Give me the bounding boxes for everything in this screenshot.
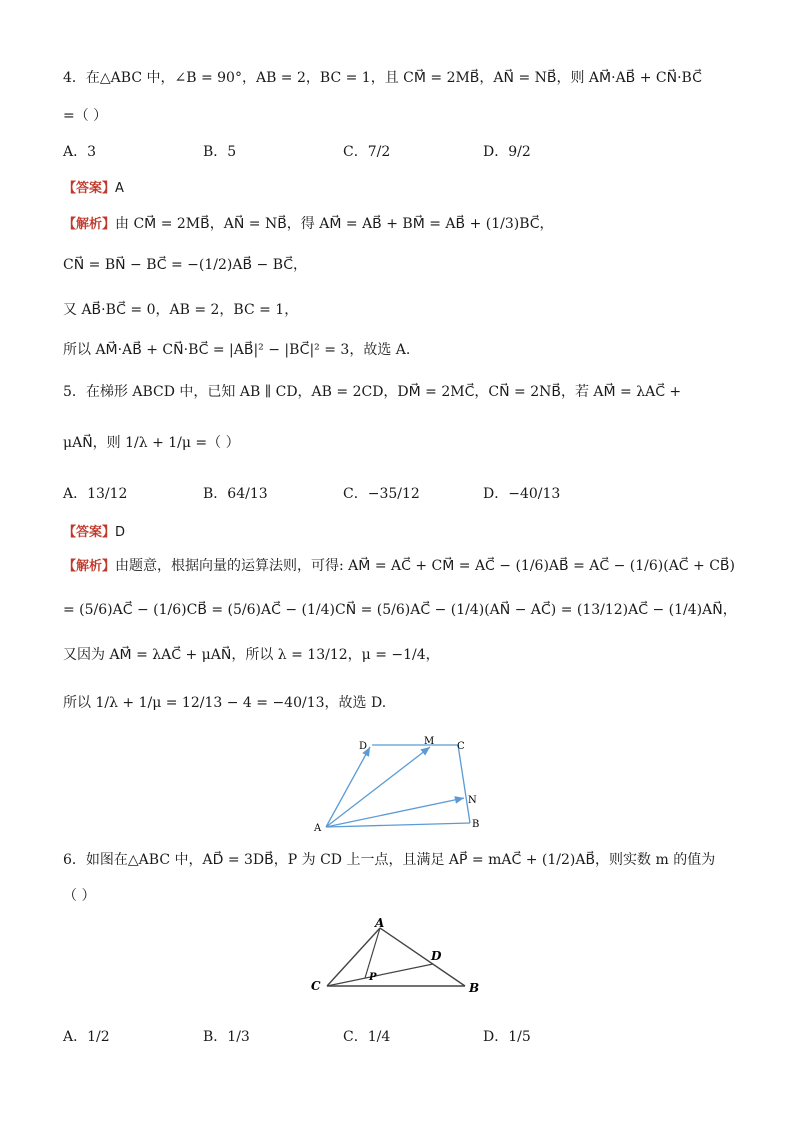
label-a: A	[314, 823, 322, 834]
vector-ad	[326, 747, 370, 827]
q5-trapezoid-figure	[310, 732, 490, 842]
answer-tag: 【答案】	[63, 181, 116, 196]
q6-option-a: A．1/2	[63, 1029, 110, 1045]
edge-ab	[326, 823, 470, 827]
answer-value: A	[115, 181, 124, 196]
label-m: M	[424, 736, 435, 747]
q5-stem-line1: 5．在梯形 ABCD 中，已知 AB ∥ CD，AB = 2CD，DM⃗ = 2MC⃗，CN⃗ = 2NB⃗，若 AM⃗ = λAC⃗ +	[63, 384, 682, 400]
q5-answer	[63, 522, 125, 543]
vector-an	[326, 798, 464, 827]
q4-analysis-line4: 所以 AM⃗·AB⃗ + CN⃗·BC⃗ = |AB⃗|² − |BC⃗|² = 3，故选 A.	[63, 342, 411, 358]
label-d: D	[431, 949, 442, 963]
segment-cd	[327, 964, 433, 986]
q4-answer	[63, 178, 124, 199]
analysis-tag: 【解析】	[63, 559, 116, 574]
label-c: C	[457, 741, 465, 752]
q4-analysis-line1	[63, 214, 554, 235]
vector-am	[326, 747, 430, 827]
q5-stem-line2: μAN⃗，则 1/λ + 1/μ =（ ）	[63, 435, 240, 451]
q6-stem-line1: 6．如图在△ABC 中，AD⃗ = 3DB⃗，P 为 CD 上一点，且满足 AP⃗ = mAC⃗ + (1/2)AB⃗，则实数 m 的值为	[63, 852, 716, 868]
q4-analysis-line2: CN⃗ = BN⃗ − BC⃗ = −(1/2)AB⃗ − BC⃗，	[63, 257, 308, 273]
q4-option-c: C．7/2	[343, 144, 391, 160]
analysis-text: 由题意，根据向量的运算法则，可得: AM⃗ = AC⃗ + CM⃗ = AC⃗ − (1/6)AB⃗ = AC⃗ − (1/6)(AC⃗ + CB⃗)	[115, 558, 735, 574]
q6-option-d: D．1/5	[483, 1029, 531, 1045]
q5-option-a: A．13/12	[63, 486, 128, 502]
q5-analysis-line2: = (5/6)AC⃗ − (1/6)CB⃗ = (5/6)AC⃗ − (1/4)CN⃗ = (5/6)AC⃗ − (1/4)(AN⃗ − AC⃗) = (13/12)AC⃗ − (1/4)AN⃗，	[63, 602, 737, 618]
analysis-text: 由 CM⃗ = 2MB⃗，AN⃗ = NB⃗，得 AM⃗ = AB⃗ + BM⃗ = AB⃗ + (1/3)BC⃗，	[115, 216, 554, 232]
q6-stem-line2: （ ）	[63, 888, 96, 904]
q6-option-b: B．1/3	[203, 1029, 250, 1045]
q4-stem-line1: 4．在△ABC 中，∠B = 90°，AB = 2，BC = 1，且 CM⃗ = 2MB⃗，AN⃗ = NB⃗，则 AM⃗·AB⃗ + CN⃗·BC⃗	[63, 70, 702, 86]
q4-stem-line2: =（ ）	[63, 108, 108, 124]
label-b: B	[472, 819, 480, 830]
label-b: B	[469, 981, 480, 995]
q4-option-a: A．3	[63, 144, 97, 160]
answer-value: D	[115, 525, 126, 540]
q5-analysis-line3: 又因为 AM⃗ = λAC⃗ + μAN⃗，所以 λ = 13/12，μ = −1/4，	[63, 647, 440, 663]
answer-tag: 【答案】	[63, 525, 116, 540]
label-n: N	[468, 795, 477, 806]
side-ab	[380, 928, 465, 986]
label-d: D	[359, 741, 368, 752]
label-a: A	[375, 918, 385, 930]
q5-analysis-line4: 所以 1/λ + 1/μ = 12/13 − 4 = −40/13，故选 D.	[63, 695, 387, 711]
q6-option-c: C．1/4	[343, 1029, 391, 1045]
edge-cb	[458, 745, 470, 823]
q5-option-b: B．64/13	[203, 486, 268, 502]
label-c: C	[311, 979, 321, 993]
q5-option-d: D．−40/13	[483, 486, 561, 502]
label-p: P	[369, 972, 377, 983]
q5-option-c: C．−35/12	[343, 486, 420, 502]
q4-option-d: D．9/2	[483, 144, 531, 160]
analysis-tag: 【解析】	[63, 217, 116, 232]
q4-option-b: B．5	[203, 144, 237, 160]
q5-analysis-line1	[63, 556, 735, 577]
q4-analysis-line3: 又 AB⃗·BC⃗ = 0，AB = 2，BC = 1，	[63, 302, 299, 318]
q6-triangle-figure	[305, 918, 505, 998]
